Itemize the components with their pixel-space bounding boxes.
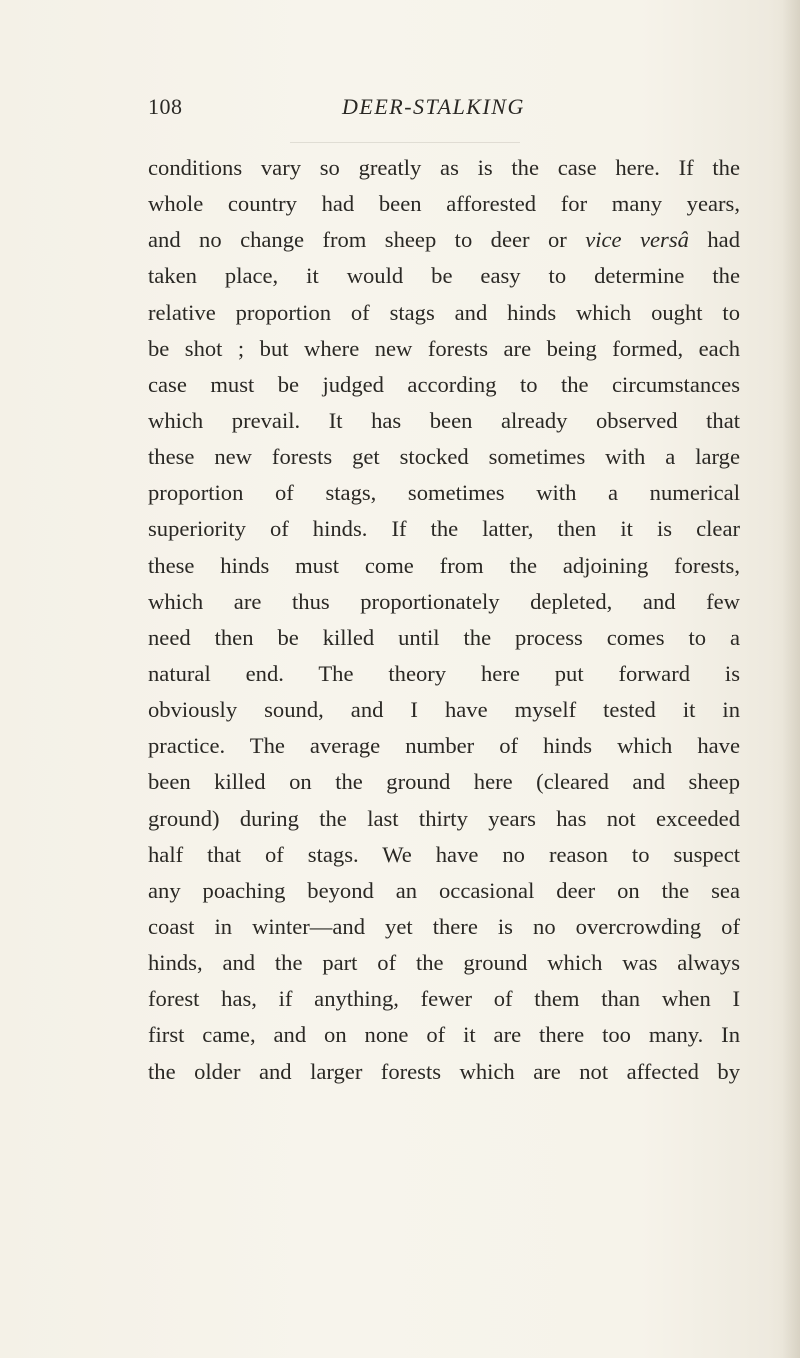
text-line: superiority of hinds. If the latter, then it is clear (148, 516, 740, 542)
text-line: hinds, and the part of the ground which was always (148, 950, 740, 976)
text-line: half that of stags. We have no reason to suspect (148, 841, 740, 867)
text-line: natural end. The theory here put forward is (148, 660, 740, 686)
text-line: need then be killed until the process comes to a (148, 624, 740, 650)
italic-phrase: vice versâ (585, 227, 689, 253)
text-line: any poaching beyond an occasional deer on the sea (148, 877, 740, 903)
text-line: be shot ; but where new forests are being formed, each (148, 335, 740, 361)
page-number: 108 (148, 94, 183, 119)
text-line: whole country had been afforested for many years, (148, 191, 740, 217)
text-line: relative proportion of stags and hinds which ought to (148, 299, 740, 325)
text-line: which prevail. It has been already observed that (148, 407, 740, 433)
text-line: which are thus proportionately depleted, and few (148, 588, 740, 614)
text-line: these hinds must come from the adjoining forests, (148, 552, 740, 578)
text-line: conditions vary so greatly as is the case here. If the (148, 155, 740, 180)
text-line: practice. The average number of hinds which have (148, 733, 740, 759)
running-head (148, 94, 748, 128)
text-line: been killed on the ground here (cleared and sheep (148, 769, 740, 795)
header-divider (290, 142, 520, 143)
running-title: DEER-STALKING (342, 94, 525, 119)
text-line: ground) during the last thirty years has not exceeded (148, 805, 740, 831)
text-line: the older and larger forests which are not affected by (148, 1058, 740, 1084)
text-line: forest has, if anything, fewer of them than when I (148, 986, 740, 1012)
text-line (148, 222, 740, 258)
page-edge-shading (782, 0, 800, 1358)
text-segment: and no change from sheep to deer or (148, 227, 586, 253)
text-line: taken place, it would be easy to determine the (148, 263, 740, 289)
text-line: coast in winter—and yet there is no overcrowding of (148, 913, 740, 939)
text-line: obviously sound, and I have myself tested it in (148, 697, 740, 723)
text-line: these new forests get stocked sometimes with a large (148, 444, 740, 470)
text-line: proportion of stags, sometimes with a numerical (148, 480, 740, 506)
text-segment: had (688, 227, 740, 253)
text-line: case must be judged according to the circumstances (148, 371, 740, 397)
body-paragraph (148, 150, 740, 1090)
text-line: first came, and on none of it are there too many. In (148, 1022, 740, 1048)
